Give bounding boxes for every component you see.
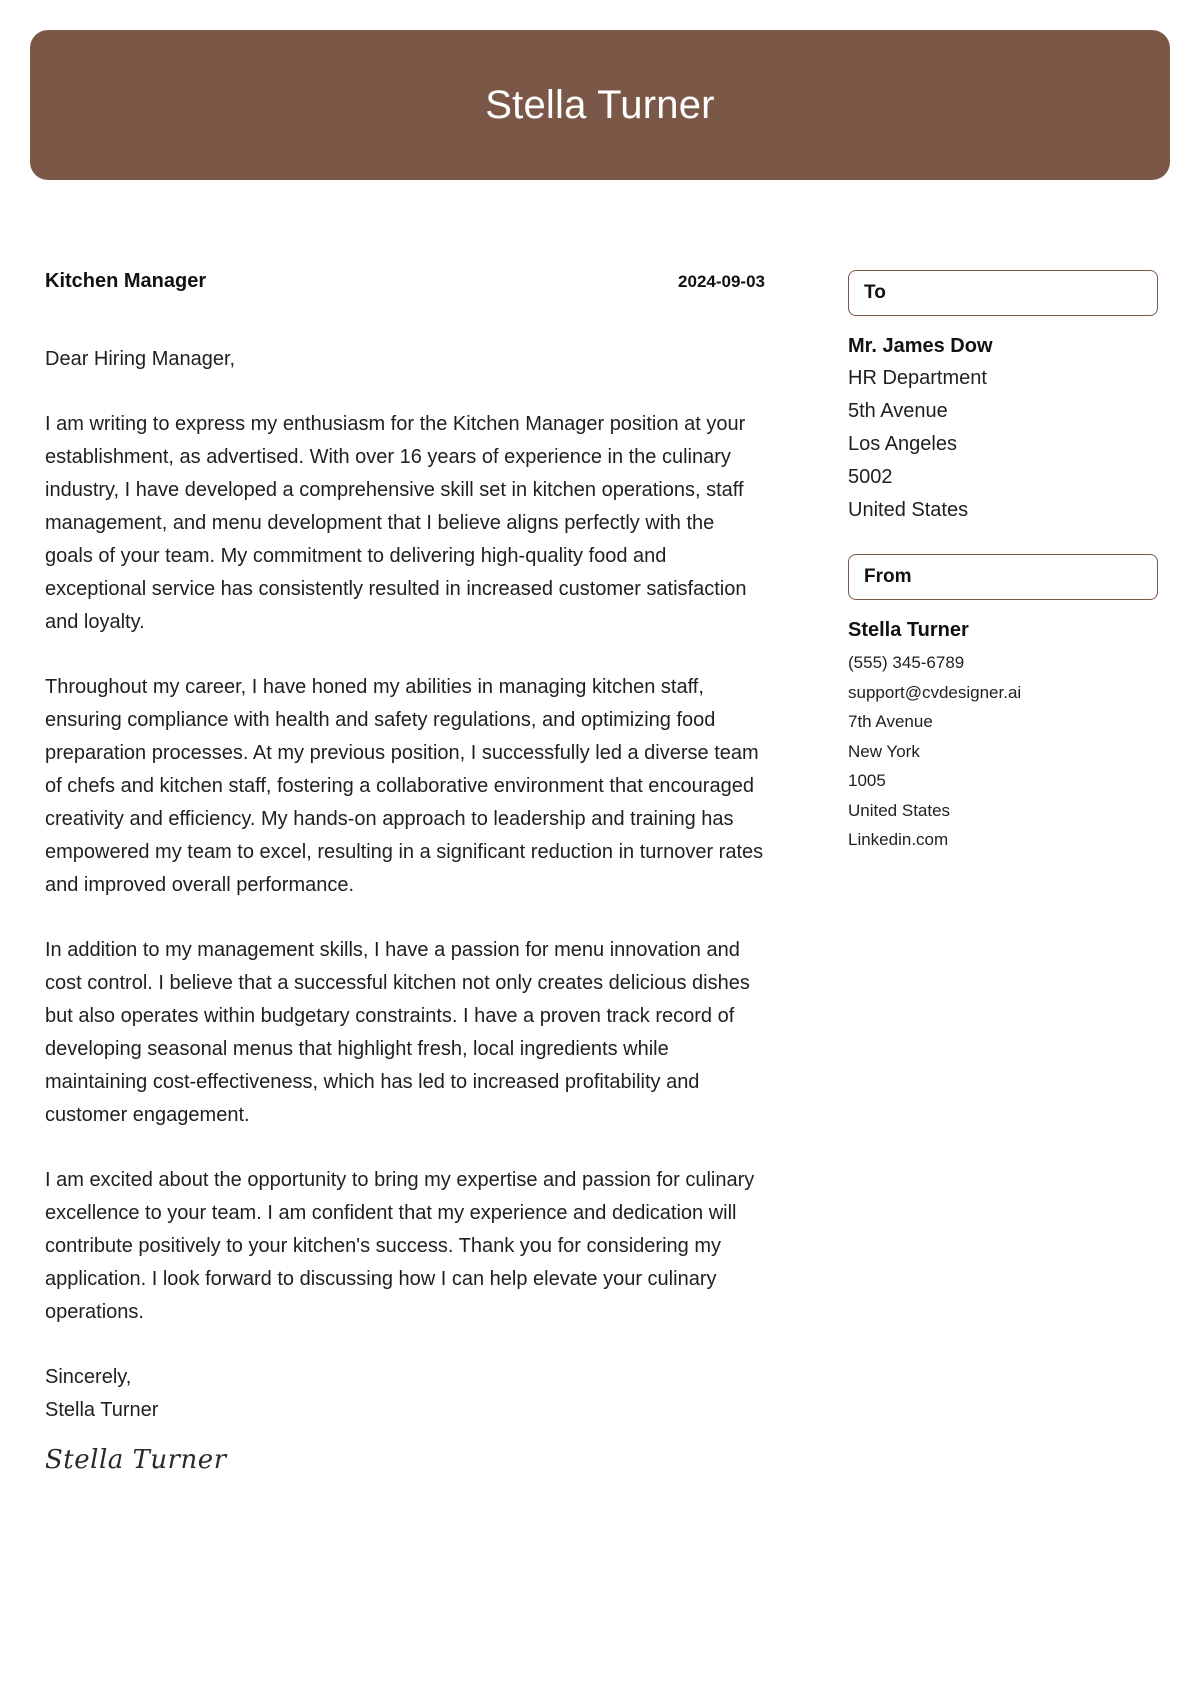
sender-linkedin: Linkedin.com: [848, 830, 949, 849]
header-banner: [30, 30, 1170, 180]
paragraph-3: In addition to my management skills, I have a passion for menu innovation and cost control. I believe that a successful kitchen not only creates delicious dishes but also operates within budgetary constraints. I have a proven track record of developing seasonal menus that highlight fresh, local ingredients while maintaining cost-effectiveness, which has led to increased profitability and customer engagement.: [45, 939, 750, 1126]
recipient-city: Los Angeles: [848, 433, 957, 455]
applicant-name: Stella Turner: [485, 82, 715, 127]
job-title: Kitchen Manager: [45, 270, 207, 292]
sender-street: 7th Avenue: [848, 712, 933, 731]
sender-email: support@cvdesigner.ai: [848, 682, 1022, 702]
address-sidebar: [848, 270, 1158, 855]
closing-salutation: Sincerely,: [45, 1366, 132, 1388]
to-label: To: [864, 282, 886, 303]
recipient-address: [848, 362, 1158, 527]
from-label-box: [848, 554, 1158, 600]
to-label-box: [848, 270, 1158, 316]
closing-name: Stella Turner: [45, 1399, 159, 1421]
recipient-zip: 5002: [848, 466, 893, 488]
sender-country: United States: [848, 800, 951, 820]
paragraph-1: I am writing to express my enthusiasm for the Kitchen Manager position at your establishment, as advertised. With over 16 years of experience in the culinary industry, I have developed a comprehensive skill set in kitchen operations, staff management, and menu development that I believe aligns perfectly with the goals of your team. My commitment to delivering high-quality food and exceptional service has consistently resulted in increased customer satisfaction and loyalty.: [45, 413, 747, 633]
from-label: From: [864, 566, 912, 587]
handwritten-signature: Stella Turner: [45, 1445, 227, 1475]
recipient-department: HR Department: [848, 367, 987, 389]
closing: [45, 1361, 765, 1427]
greeting: Dear Hiring Manager,: [45, 348, 236, 370]
sender-city: New York: [848, 741, 920, 761]
sender-contact: [848, 648, 1158, 855]
letter-date: 2024-09-03: [678, 272, 765, 291]
paragraph-4: I am excited about the opportunity to bring my expertise and passion for culinary excellence to your team. I am confident that my experience and dedication will contribute positively to your kitchen's success. Thank you for considering my application. I look forward to discussing how I can help elevate your culinary operations.: [45, 1169, 755, 1323]
recipient-name: Mr. James Dow: [848, 335, 993, 357]
recipient-street: 5th Avenue: [848, 400, 948, 422]
letter-meta: [45, 270, 765, 293]
sender-name: Stella Turner: [848, 619, 969, 641]
sender-zip: 1005: [848, 771, 886, 790]
recipient-country: United States: [848, 499, 969, 521]
paragraph-2: Throughout my career, I have honed my abilities in managing kitchen staff, ensuring compliance with health and safety regulations, and optimizing food preparation processes. At my previous position, I successfully led a diverse team of chefs and kitchen staff, fostering a collaborative environment that encouraged creativity and efficiency. My hands-on approach to leadership and training has empowered my team to excel, resulting in a significant reduction in turnover rates and improved overall performance.: [45, 676, 764, 896]
sender-phone: (555) 345-6789: [848, 653, 965, 672]
letter-body: [45, 270, 765, 1475]
